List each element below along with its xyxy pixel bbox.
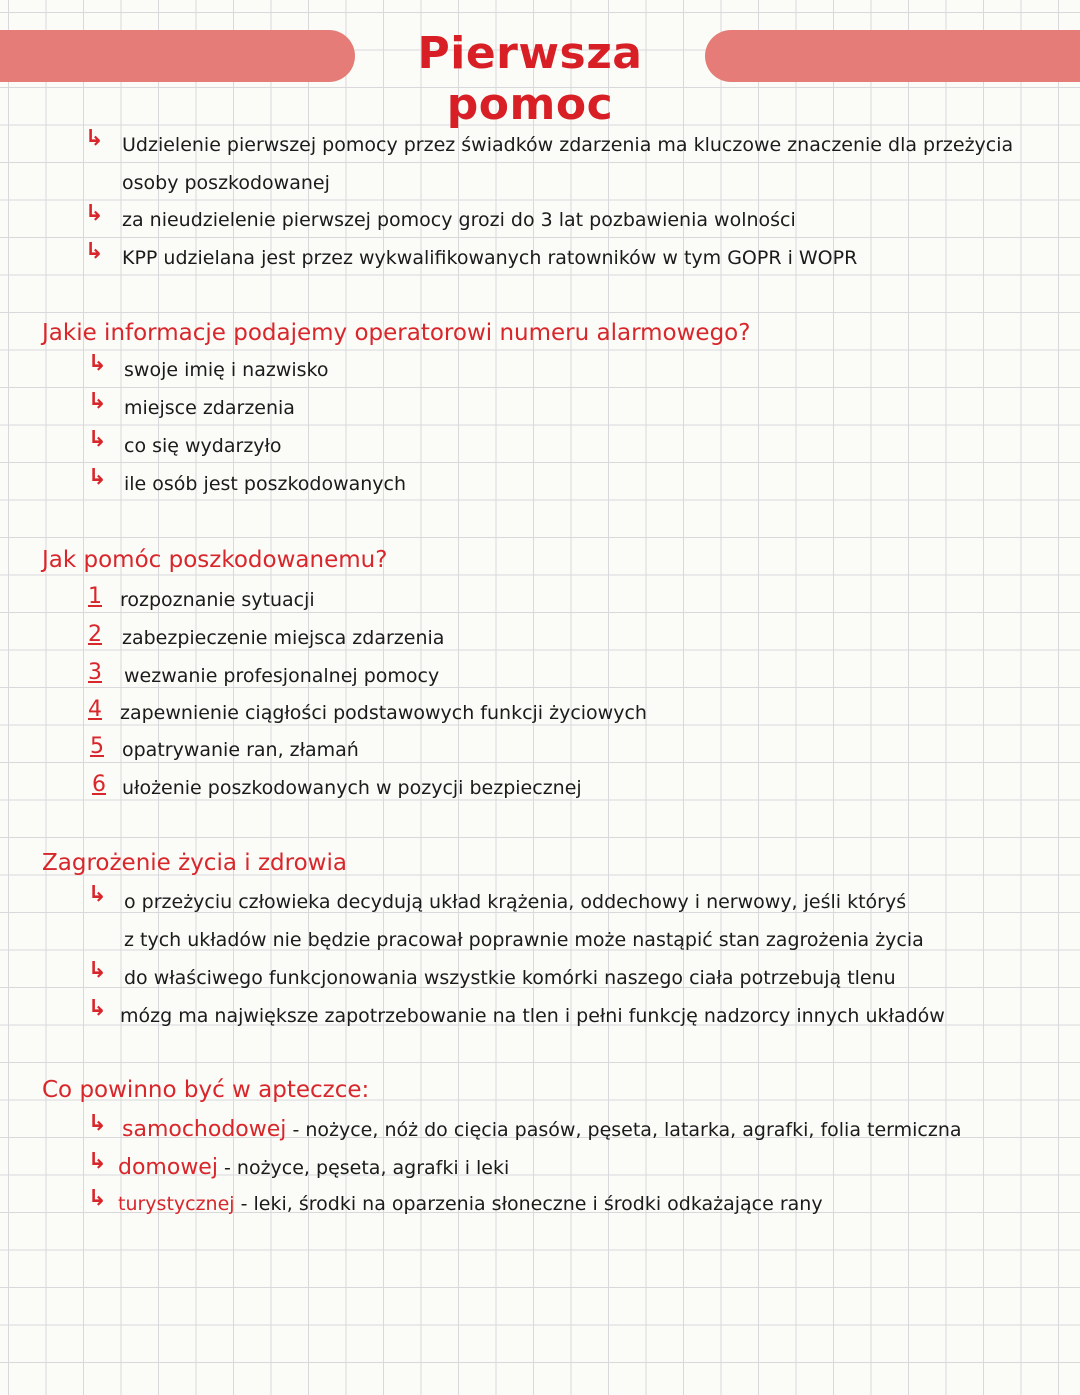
kit-item-label: domowej <box>118 1155 218 1180</box>
arrow-bullet-icon: ↳ <box>88 958 107 983</box>
list-item: co się wydarzyło <box>124 435 282 457</box>
arrow-bullet-icon: ↳ <box>88 389 107 414</box>
list-item: swoje imię i nazwisko <box>124 359 329 381</box>
arrow-bullet-icon: ↳ <box>88 1149 107 1174</box>
kit-item <box>118 1155 509 1180</box>
step-text: zabezpieczenie miejsca zdarzenia <box>122 627 445 649</box>
arrow-bullet-icon: ↳ <box>88 465 107 490</box>
step-number: 1 <box>88 584 102 609</box>
kit-item-label: turystycznej <box>118 1193 235 1215</box>
step-text: ułożenie poszkodowanych w pozycji bezpiecznej <box>122 777 582 799</box>
title-banner-right <box>705 30 1080 82</box>
step-text: rozpoznanie sytuacji <box>120 589 315 611</box>
kit-item-text: - nożyce, nóż do cięcia pasów, pęseta, latarka, agrafki, folia termiczna <box>292 1119 962 1141</box>
intro-line: Udzielenie pierwszej pomocy przez świadków zdarzenia ma kluczowe znaczenie dla przeżycia <box>122 134 1014 156</box>
arrow-bullet-icon: ↳ <box>88 882 107 907</box>
section-heading-kit: Co powinno być w apteczce: <box>42 1077 370 1103</box>
list-item: ile osób jest poszkodowanych <box>124 473 407 495</box>
arrow-bullet-icon: ↳ <box>88 1186 107 1211</box>
section-heading-operator: Jakie informacje podajemy operatorowi numeru alarmowego? <box>42 320 751 346</box>
list-item: miejsce zdarzenia <box>124 397 295 419</box>
kit-item-text: - nożyce, pęseta, agrafki i leki <box>224 1157 510 1179</box>
step-number: 6 <box>92 772 106 797</box>
threat-line: o przeżyciu człowieka decydują układ krążenia, oddechowy i nerwowy, jeśli któryś <box>124 891 907 913</box>
intro-line: KPP udzielana jest przez wykwalifikowanych ratowników w tym GOPR i WOPR <box>122 247 858 269</box>
intro-line: osoby poszkodowanej <box>122 172 330 194</box>
arrow-bullet-icon: ↳ <box>88 427 107 452</box>
kit-item <box>122 1117 962 1142</box>
step-text: opatrywanie ran, złamań <box>122 739 359 761</box>
step-number: 2 <box>88 622 102 647</box>
arrow-bullet-icon: ↳ <box>85 201 104 226</box>
threat-line: z tych układów nie będzie pracował poprawnie może nastąpić stan zagrożenia życia <box>124 929 924 951</box>
step-text: wezwanie profesjonalnej pomocy <box>124 665 440 687</box>
page-title: Pierwsza pomoc <box>417 28 643 130</box>
arrow-bullet-icon: ↳ <box>85 126 104 151</box>
arrow-bullet-icon: ↳ <box>88 996 107 1021</box>
section-heading-threat: Zagrożenie życia i zdrowia <box>42 850 347 876</box>
arrow-bullet-icon: ↳ <box>88 1111 107 1136</box>
threat-line: mózg ma największe zapotrzebowanie na tlen i pełni funkcję nadzorcy innych układów <box>120 1005 945 1027</box>
step-number: 4 <box>88 697 102 722</box>
step-number: 3 <box>88 660 102 685</box>
kit-item-text: - leki, środki na oparzenia słoneczne i środki odkażające rany <box>240 1193 823 1215</box>
arrow-bullet-icon: ↳ <box>88 351 107 376</box>
kit-item-label: samochodowej <box>122 1117 287 1142</box>
step-number: 5 <box>90 734 104 759</box>
step-text: zapewnienie ciągłości podstawowych funkcji życiowych <box>120 702 647 724</box>
kit-item <box>118 1193 823 1215</box>
arrow-bullet-icon: ↳ <box>85 239 104 264</box>
title-banner-left <box>0 30 355 82</box>
section-heading-help: Jak pomóc poszkodowanemu? <box>42 547 388 573</box>
threat-line: do właściwego funkcjonowania wszystkie komórki naszego ciała potrzebują tlenu <box>124 967 896 989</box>
intro-line: za nieudzielenie pierwszej pomocy grozi do 3 lat pozbawienia wolności <box>122 209 796 231</box>
